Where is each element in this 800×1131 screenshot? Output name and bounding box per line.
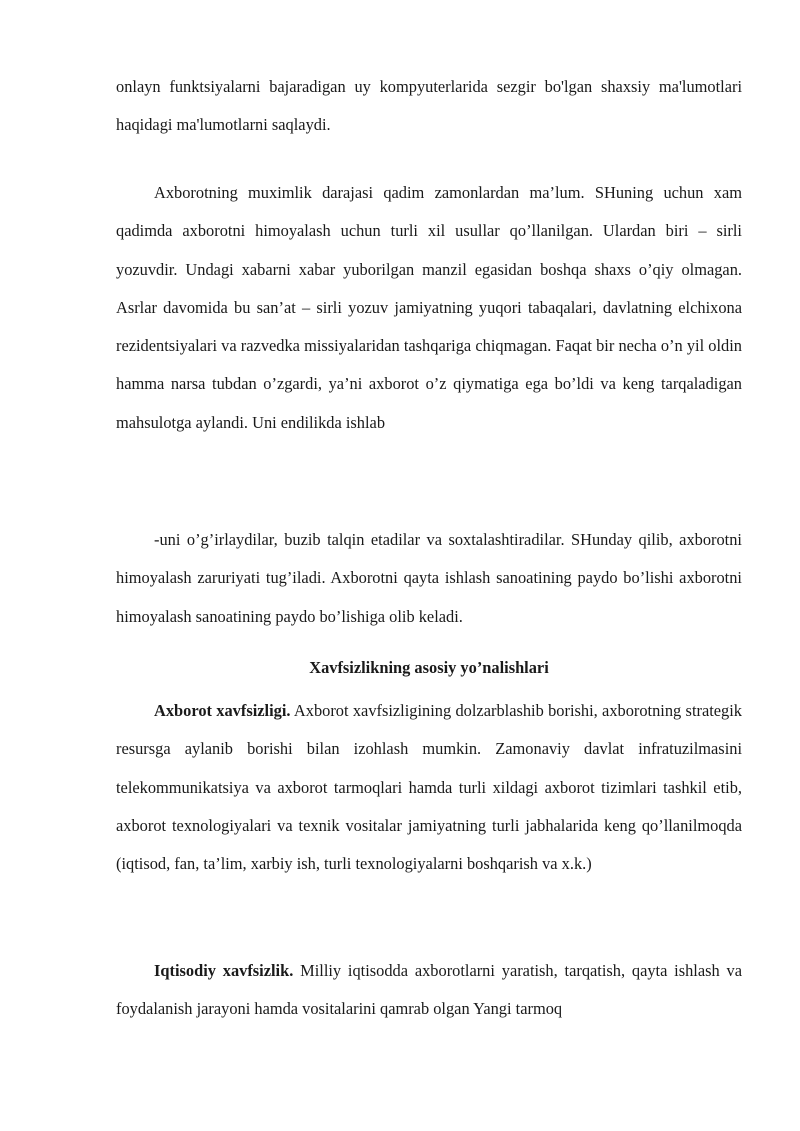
paragraph-2: Axborotning muximlik darajasi qadim zamonlardan ma’lum. SHuning uchun xam qadimda axborotni himoyalash uchun turli xil usullar qo’llanilgan. Ulardan biri – sirli yozuvdir. Undagi xabarni xabar yuborilgan manzil egasidan boshqa shaxs o’qiy olmagan. Asrlar davomida bu san’at – sirli yozuv jamiyatning yuqori tabaqalari, davlatning elchixona rezidentsiyalari va razvedka missiyalaridan tashqariga chiqmagan. Faqat bir necha o’n yil oldin hamma narsa tubdan o’zgardi, ya’ni axborot o’z qiymatiga ega bo’ldi va keng tarqaladigan mahsulotga aylandi. Uni endilikda ishlab (116, 183, 742, 432)
paragraph-4-text: Axborot xavfsizligining dolzarblashib borishi, axborotning strategik resursga aylanib borishi bilan izohlash mumkin. Zamonaviy davlat infratuzilmasini telekommunikatsiya va axborot tarmoqlari hamda turli xildagi axborot tizimlari tashkil etib, axborot texnologiyalari va texnik vositalar jamiyatning turli jabhalarida keng qo’llanilmoqda (iqtisod, fan, ta’lim, xarbiy ish, turli texnologiyalarni boshqarish va x.k.) (116, 701, 742, 874)
paragraph-1: onlayn funktsiyalarni bajaradigan uy kompyuterlarida sezgir bo'lgan shaxsiy ma'lumotlari haqidagi ma'lumotlarni saqlaydi. (116, 77, 742, 135)
section-heading: Xavfsizlikning asosiy yo’nalishlari (309, 658, 549, 677)
paragraph-5-text: Milliy iqtisodda axborotlarni yaratish, tarqatish, qayta ishlash va foydalanish jarayoni hamda vositalarini qamrab olgan Yangi tarmoq (116, 961, 742, 1019)
paragraph-4-lead: Axborot xavfsizligi. (154, 701, 291, 720)
paragraph-5-lead: Iqtisodiy xavfsizlik. (154, 961, 294, 980)
paragraph-iqtisodiy-xavfsizlik (116, 952, 742, 1029)
paragraph-axborot-xavfsizligi (116, 692, 742, 883)
paragraph-3: -uni o’g’irlaydilar, buzib talqin etadilar va soxtalashtiradilar. SHunday qilib, axborotni himoyalash zaruriyati tug’iladi. Axborotni qayta ishlash sanoatining paydo bo’lishi axborotni himoyalash sanoatining paydo bo’lishiga olib keladi. (116, 530, 742, 626)
